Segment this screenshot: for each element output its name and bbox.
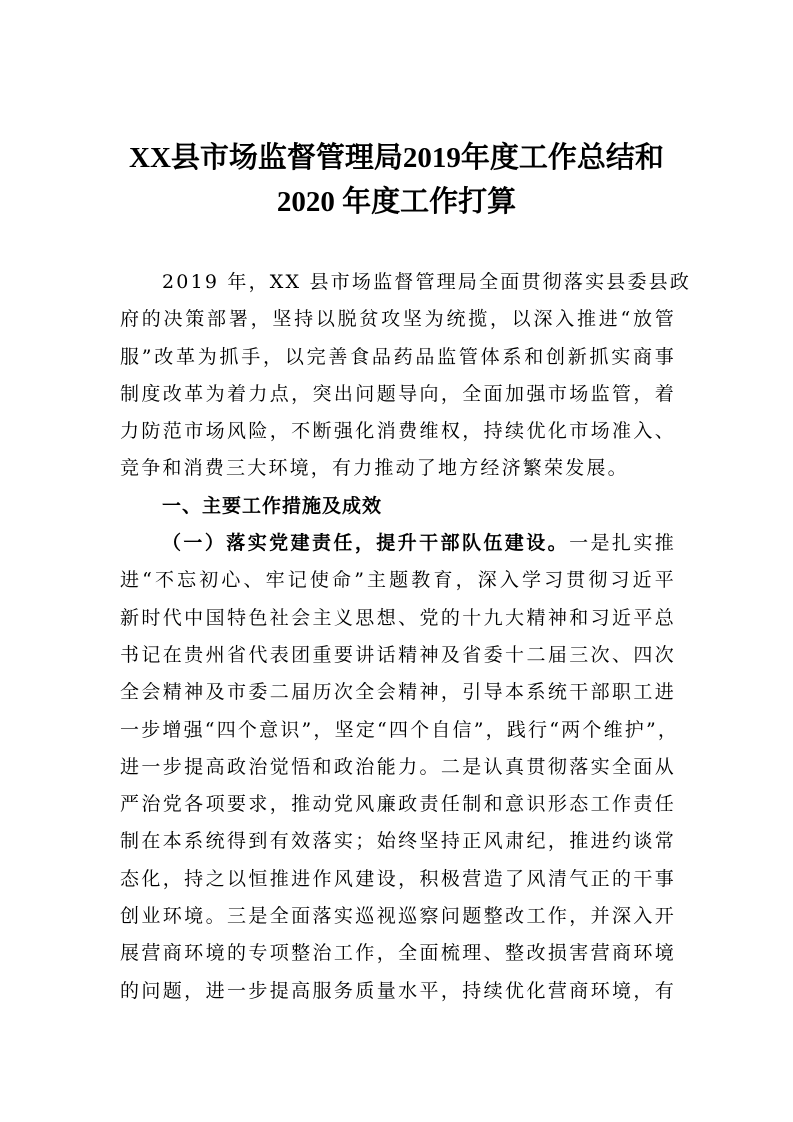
paragraph-line [120, 525, 676, 562]
paragraph-line: 竞争和消费三大环境，有力推动了地方经济繁荣发展。 [120, 457, 629, 480]
paragraph-line: 制度改革为着力点，突出问题导向，全面加强市场监管，着 [120, 382, 676, 405]
title-line-2: 2020 年度工作打算 [276, 186, 517, 218]
subsection-paragraph [120, 525, 680, 1010]
paragraph-line: 进一步提高政治觉悟和政治能力。二是认真贯彻落实全面从 [120, 755, 676, 778]
paragraph-line: 力防范市场风险，不断强化消费维权，持续优化市场准入、 [120, 420, 676, 443]
subsection-heading: （一）落实党建责任，提升干部队伍建设。 [162, 532, 570, 555]
paragraph-line: 新时代中国特色社会主义思想、党的十九大精神和习近平总 [120, 606, 676, 629]
title-line-1: XX县市场监督管理局2019年度工作总结和 [129, 142, 664, 174]
paragraph-line: 的问题，进一步提高服务质量水平，持续优化营商环境，有 [120, 979, 676, 1002]
paragraph-line: 态化，持之以恒推进作风建设，积极营造了风清气正的干事 [120, 867, 676, 890]
paragraph-line: 2019 年，XX 县市场监督管理局全面贯彻落实县委县政 [162, 271, 692, 293]
intro-paragraph [120, 264, 692, 488]
section-heading: 一、主要工作措施及成效 [162, 494, 383, 517]
paragraph-line: 进“不忘初心、牢记使命”主题教育，深入学习贯彻习近平 [120, 569, 676, 592]
paragraph-line: 制在本系统得到有效落实；始终坚持正风肃纪，推进约谈常 [120, 830, 676, 853]
paragraph-line: 展营商环境的专项整治工作，全面梳理、整改损害营商环境 [120, 942, 676, 965]
paragraph-line: 一步增强“四个意识”，坚定“四个自信”，践行“两个维护”， [120, 718, 680, 741]
paragraph-line: 服”改革为抓手，以完善食品药品监管体系和创新抓实商事 [120, 345, 676, 368]
document-title [100, 136, 693, 224]
paragraph-line: 府的决策部署，坚持以脱贫攻坚为统揽，以深入推进“放管 [120, 308, 676, 331]
document-body [120, 264, 692, 1010]
paragraph-line: 书记在贵州省代表团重要讲话精神及省委十二届三次、四次 [120, 643, 676, 666]
paragraph-line: 全会精神及市委二届历次全会精神，引导本系统干部职工进 [120, 681, 676, 704]
paragraph-line: 创业环境。三是全面落实巡视巡察问题整改工作，并深入开 [120, 905, 676, 928]
paragraph-line: 严治党各项要求，推动党风廉政责任制和意识形态工作责任 [120, 793, 676, 816]
subsection-first-line-rest: 一是扎实推 [569, 532, 676, 555]
